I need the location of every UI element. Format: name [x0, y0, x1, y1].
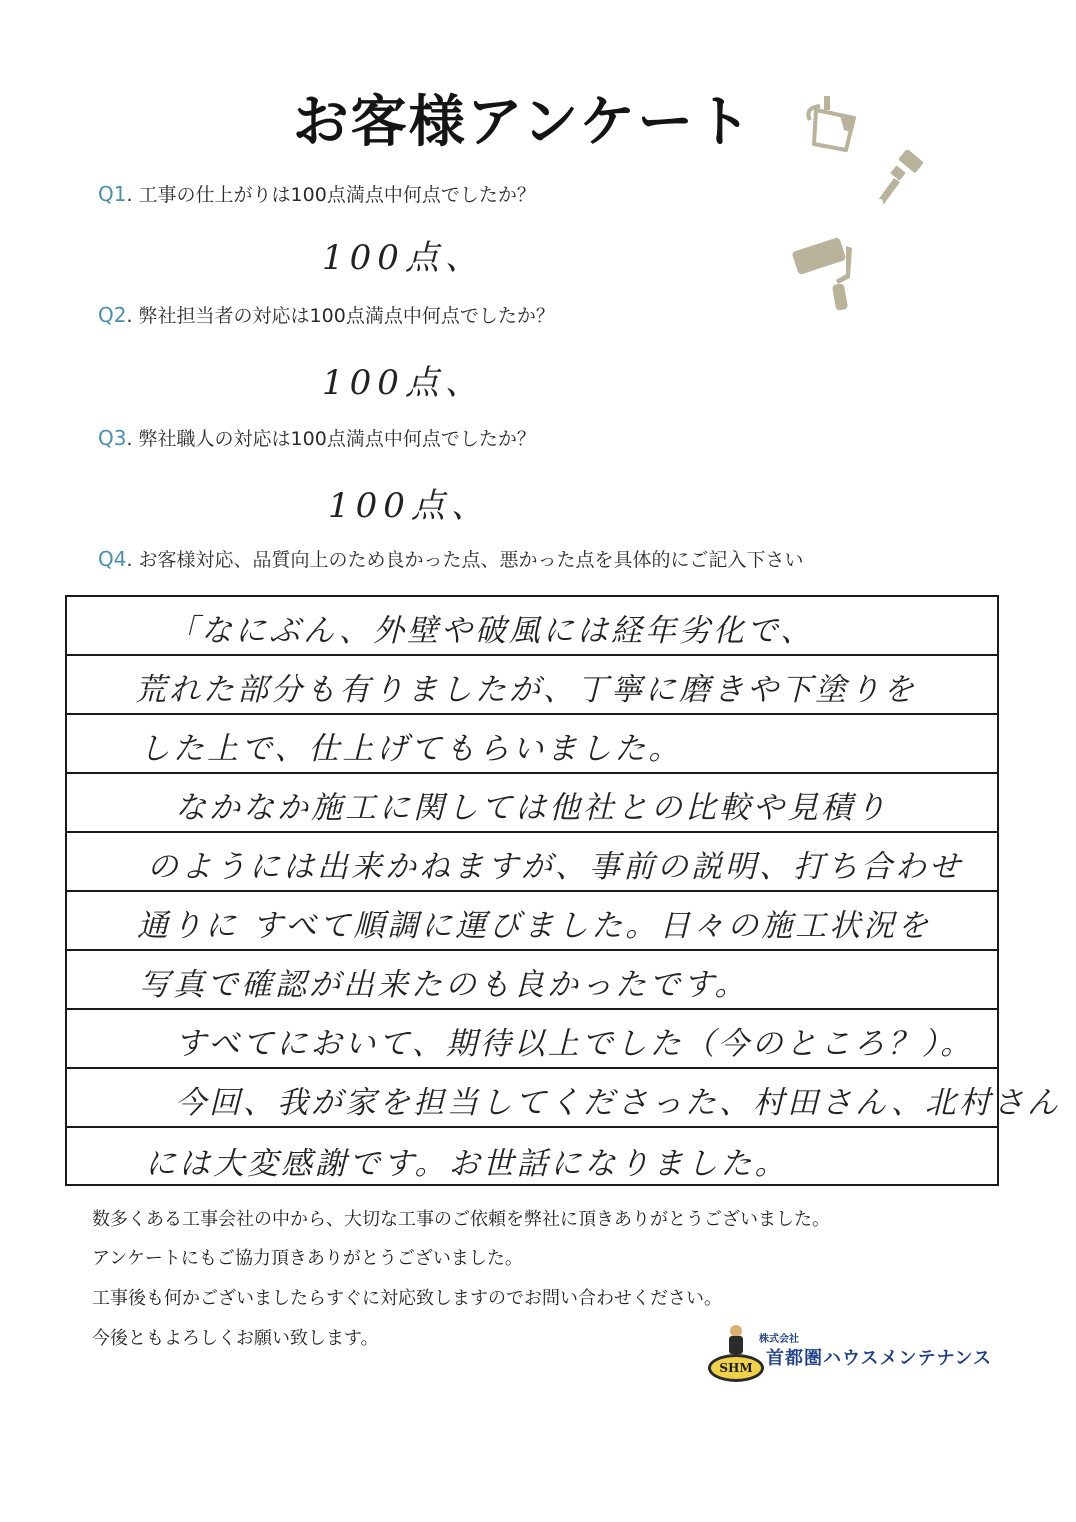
company-name: 首都圏ハウスメンテナンス — [766, 1348, 993, 1369]
question-4 — [98, 545, 804, 572]
company-prefix: 株式会社 — [759, 1334, 799, 1345]
answer-q1: 100点、 — [322, 238, 485, 278]
paint-bucket-icon — [800, 90, 870, 156]
answer-line: のようには出来かねますが、事前の説明、打ち合わせ — [67, 833, 997, 892]
footer-line: 数多くある工事会社の中から、大切な工事のご依頼を弊社に頂きありがとうございました。 — [92, 1209, 830, 1230]
answer-line: 写真で確認が出来たのも良かったです。 — [67, 951, 997, 1010]
company-logo — [706, 1324, 996, 1388]
question-number: Q2 — [98, 303, 127, 327]
paint-brush-icon — [872, 150, 932, 210]
answer-q2: 100点、 — [322, 363, 485, 403]
question-1 — [98, 180, 536, 207]
question-text: . 工事の仕上がりは100点満点中何点でしたか？ — [126, 184, 536, 206]
question-number: Q1 — [98, 182, 127, 206]
shm-badge: SHM — [708, 1354, 764, 1382]
answer-line: すべてにおいて、期待以上でした（今のところ？）。 — [67, 1010, 997, 1069]
question-text: . お客様対応、品質向上のため良かった点、悪かった点を具体的にご記入下さい — [126, 549, 804, 571]
footer-line: 今後ともよろしくお願い致します。 — [92, 1328, 379, 1349]
question-text: . 弊社職人の対応は100点満点中何点でしたか？ — [126, 428, 536, 450]
answer-line: なかなか施工に関しては他社との比較や見積り — [67, 774, 997, 833]
paint-roller-icon — [790, 232, 870, 312]
q4-answer-box — [65, 595, 1061, 1186]
answer-q3: 100点、 — [328, 486, 491, 526]
answer-line: 荒れた部分も有りましたが、丁寧に磨きや下塗りを — [67, 656, 997, 715]
question-number: Q3 — [98, 426, 127, 450]
footer-line: 工事後も何かございましたらすぐに対応致しますのでお問い合わせください。 — [92, 1288, 722, 1309]
page-title: お客様アンケート — [292, 90, 754, 155]
answer-line: 今回、我が家を担当してくださった、村田さん、北村さん — [67, 1069, 997, 1128]
footer-line: アンケートにもご協力頂きありがとうございました。 — [92, 1248, 523, 1269]
question-2 — [98, 301, 555, 328]
question-text: . 弊社担当者の対応は100点満点中何点でしたか？ — [126, 305, 555, 327]
mascot-icon — [722, 1324, 750, 1356]
answer-line: 「なにぶん、外壁や破風には経年劣化で、 — [67, 597, 997, 656]
question-number: Q4 — [98, 547, 127, 571]
question-3 — [98, 424, 536, 451]
answer-line: には大変感謝です。お世話になりました。 — [145, 1146, 789, 1182]
answer-line: 通りに すべて順調に運びました。日々の施工状況を — [67, 892, 997, 951]
answer-line: した上で、仕上げてもらいました。 — [67, 715, 997, 774]
